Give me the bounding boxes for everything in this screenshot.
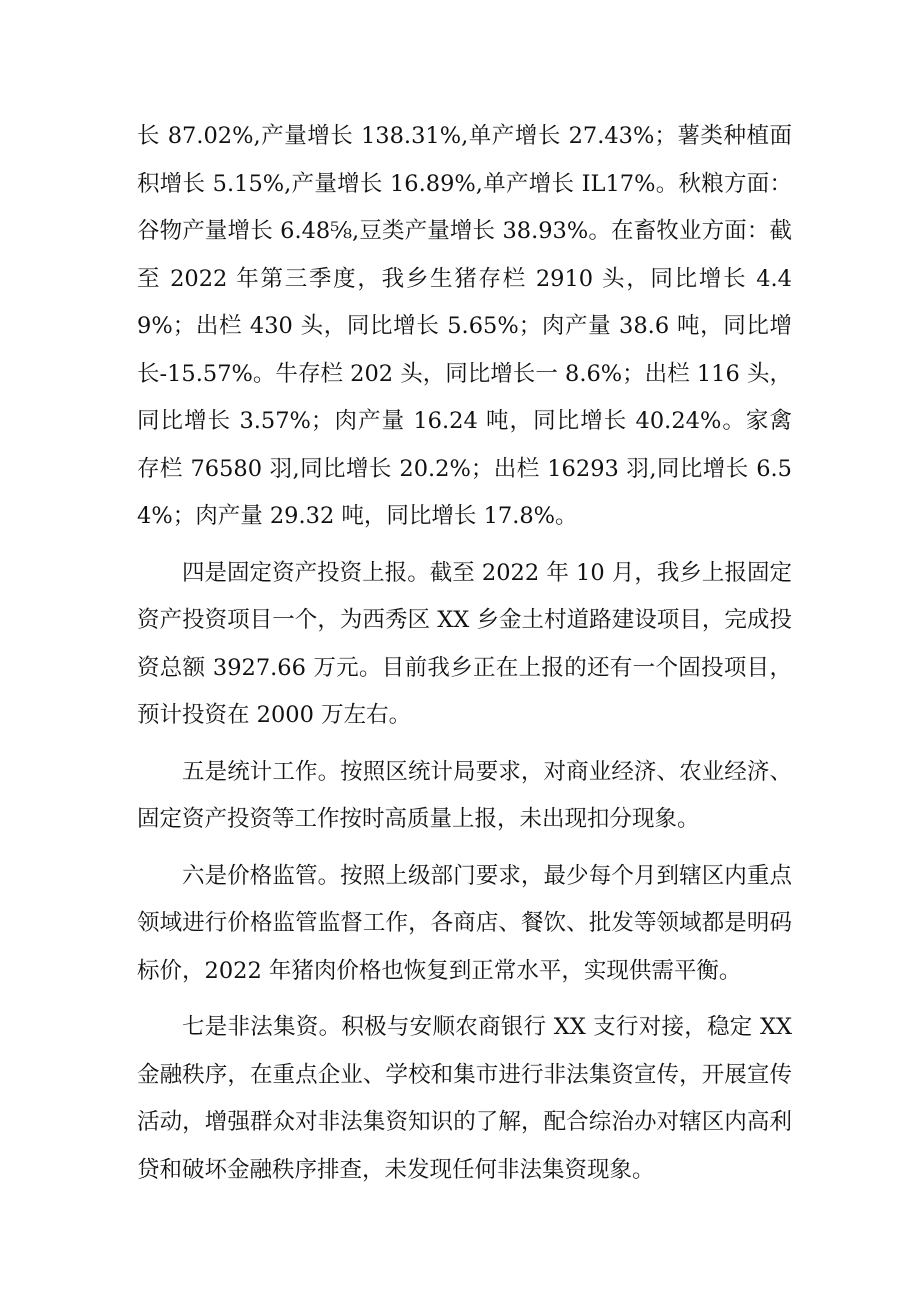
paragraph-statistics-work: 五是统计工作。按照区统计局要求，对商业经济、农业经济、固定资产投资等工作按时高质量上报，未出现扣分现象。 (137, 758, 792, 832)
paragraph-fixed-asset-investment: 四是固定资产投资上报。截至 2022 年 10 月，我乡上报固定资产投资项目一个，为西秀区 XX 乡金土村道路建设项目，完成投资总额 3927.66 万元。目前我乡正在上报的还有一个固投项目，预计投资在 2000 万左右。 (137, 559, 792, 728)
paragraph-price-supervision: 六是价格监管。按照上级部门要求，最少每个月到辖区内重点领域进行价格监管监督工作，各商店、餐饮、批发等领域都是明码标价，2022 年猪肉价格也恢复到正常水平，实现供需平衡。 (137, 862, 792, 984)
paragraph-illegal-fundraising: 七是非法集资。积极与安顺农商银行 XX 支行对接，稳定 XX 金融秩序，在重点企业、学校和集市进行非法集资宣传，开展宣传活动，增强群众对非法集资知识的了解，配合综治办对辖区内高利贷和破坏金融秩序排查，未发现任何非法集资现象。 (137, 1014, 792, 1183)
paragraph-livestock-statistics: 长 87.02%,产量增长 138.31%,单产增长 27.43%；薯类种植面积增长 5.15%,产量增长 16.89%,单产增长 IL17%。秋粮方面：谷物产量增长 6.48⅝,豆类产量增长 38.93%。在畜牧业方面：截至 2022 年第三季度，我乡生猪存栏 2910 头，同比增长 4.49%；出栏 430 头，同比增长 5.65%；肉产量 38.6 吨，同比增长-15.57%。牛存栏 202 头，同比增长一 8.6%；出栏 116 头，同比增长 3.57%；肉产量 16.24 吨，同比增长 40.24%。家禽存栏 76580 羽,同比增长 20.2%；出栏 16293 羽,同比增长 6.54%；肉产量 29.32 吨，同比增长 17.8%。 (137, 123, 792, 529)
document-body (137, 113, 792, 1203)
